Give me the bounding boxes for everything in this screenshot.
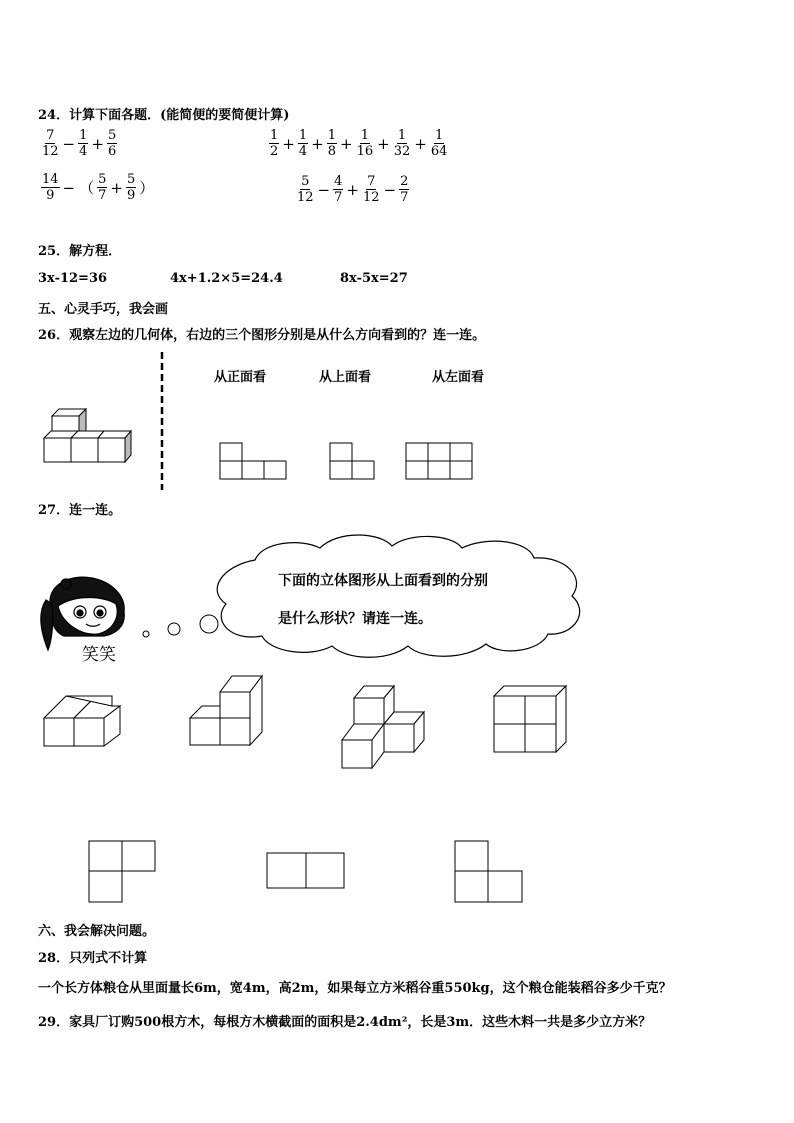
q24-expression-1: $\frac{7}{12}$ − $\frac{1}{4}$ + $\frac{5}{6}$ [42,128,117,159]
bubble-text-line-1: 下面的立体图形从上面看到的分别 [278,573,488,589]
q24-expression-4: $\frac{5}{12}$ − $\frac{4}{7}$ + $\frac{7}{12}$ − $\frac{2}{7}$ [297,174,409,205]
q27-solid-4 [494,686,566,752]
section-5-heading: 五、心灵手巧，我会画 [38,302,169,317]
q27-solid-1 [44,696,120,746]
fraction: $\frac{5}{6}$ [107,128,117,159]
q27-top-view-3 [455,841,522,902]
section-6-heading: 六、我会解决问题。 [38,924,156,939]
thought-bubble-cloud [217,535,579,657]
equation-1: 3x-12=36 [38,271,108,286]
girl-name-label: 笑笑 [82,645,116,665]
q29-text: 29．家具厂订购500根方木，每根方木横截面的面积是2.4dm²，长是3m．这些木料一共是多少立方米？ [38,1015,652,1030]
q24-title: 24．计算下面各题．(能简便的要简便计算) [38,108,290,123]
fraction: $\frac{1}{4}$ [79,128,88,159]
q25-title: 25．解方程． [38,244,122,259]
q28-text: 一个长方体粮仓从里面量长6m，宽4m，高2m，如果每立方米稻谷重550kg，这个粮仓能装稻谷多少千克？ [38,981,672,996]
q27-solid-2 [190,676,262,745]
q27-title: 27．连一连。 [38,503,122,518]
view-label-left: 从左面看 [432,370,485,385]
bubble-dot-large [200,615,218,633]
q24-expression-2: $\frac{1}{2}$ + $\frac{1}{4}$ + $\frac{1}{8}$ + $\frac{1}{16}$ + $\frac{1}{32}$ + $\frac{1}{64}$ [270,128,448,159]
q24-expression-3: $\frac{14}{9}$ − （ $\frac{5}{7}$ + $\frac{5}{9}$ ） [42,172,155,203]
equation-2: 4x+1.2×5=24.4 [170,271,283,286]
view-label-front: 从正面看 [214,370,267,385]
bubble-dot-small [143,631,149,637]
equation-3: 8x-5x=27 [340,271,408,286]
bubble-text-line-2: 是什么形状？请连一连。 [278,611,432,627]
q27-top-view-2 [267,853,344,888]
q28-title: 28．只列式不计算 [38,951,148,966]
bubble-dot-medium [168,623,180,635]
view-label-top: 从上面看 [319,370,372,385]
q27-top-view-1 [89,841,155,902]
q27-solid-3 [342,686,424,768]
q26-title: 26．观察左边的几何体，右边的三个图形分别是从什么方向看到的？连一连。 [38,328,486,343]
fraction: $\frac{7}{12}$ [42,128,59,159]
